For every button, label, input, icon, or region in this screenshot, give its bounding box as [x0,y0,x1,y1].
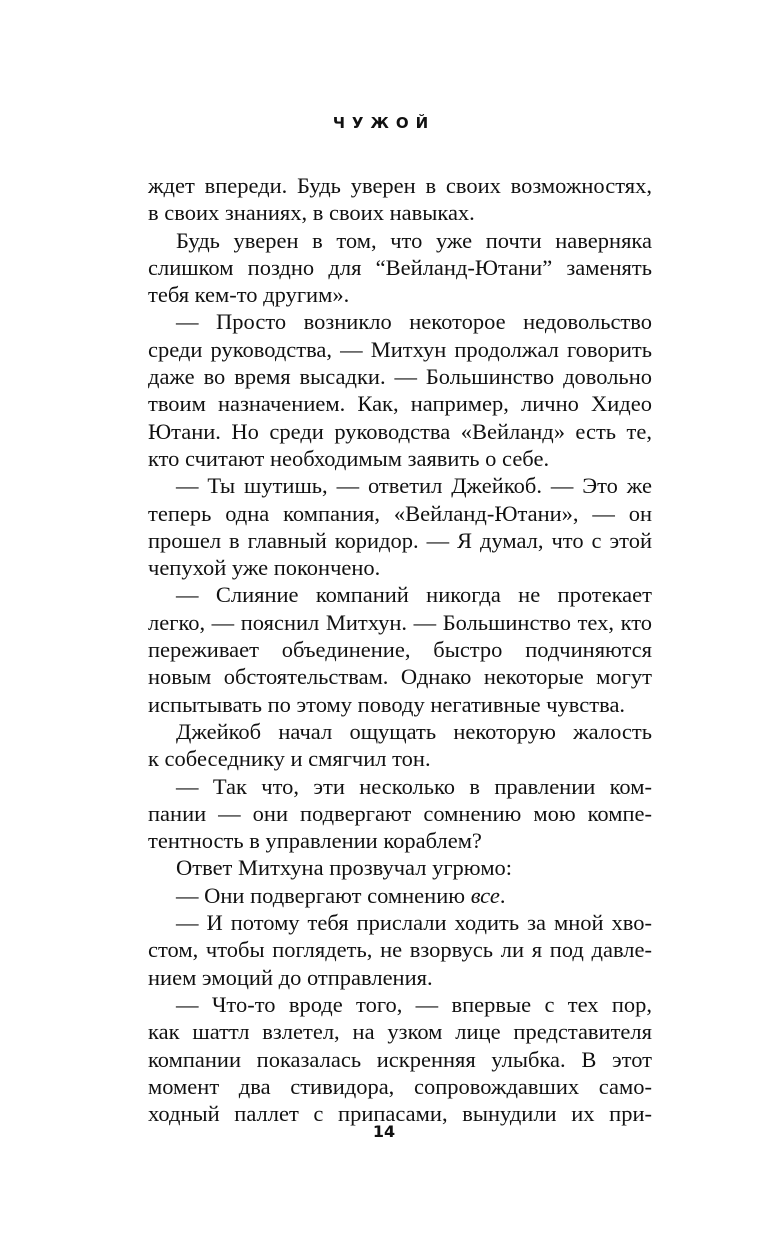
line-text: — И потому тебя прислали ходить за мной хво- [176,910,652,936]
line-text: переживает объединение, быстро подчиняются [148,637,652,663]
line-text: Будь уверен в том, что уже почти наверняка [176,227,652,253]
text-line [148,936,652,963]
text-line [148,199,652,226]
text-line [148,336,652,363]
line-text: ходный паллет с припасами, вынудили их при- [148,1101,652,1127]
text-line [148,991,652,1018]
text-line [148,227,652,254]
text-line [148,390,652,417]
line-text: момент два стивидора, сопровождавших само- [148,1073,652,1099]
text-line [148,800,652,827]
line-text: прошел в главный коридор. — Я думал, что с этой [148,527,652,553]
text-line [148,1046,652,1073]
text-line [148,527,652,554]
line-text: Джейкоб начал ощущать некоторую жалость [176,718,652,744]
text-line [148,281,652,308]
text-line [148,745,652,772]
line-text: ждет впереди. Будь уверен в своих возможностях, [148,173,652,198]
text-line [148,609,652,636]
line-text: пании — они подвергают сомнению мою компе- [148,800,652,826]
text-line [148,854,652,881]
text-line [148,773,652,800]
line-text: даже во время высадки. — Большинство довольно [148,364,652,390]
text-line [148,581,652,608]
text-line [148,172,652,199]
line-text: Ютани. Но среди руководства «Вейланд» есть те, [148,418,652,444]
line-text: компании показалась искренняя улыбка. В этот [148,1046,652,1072]
text-line [148,964,652,991]
line-text-tail: . [499,882,506,908]
line-text: чепухой уже покончено. [148,555,381,581]
line-text: — Так что, эти несколько в правлении ком- [176,773,652,799]
text-line [148,254,652,281]
line-text: — Ты шутишь, — ответил Джейкоб. — Это же [176,473,652,499]
line-text: стом, чтобы поглядеть, не взорвусь ли я под давле- [148,937,652,963]
line-text: нием эмоций до отправления. [148,964,433,990]
text-line [148,500,652,527]
text-line [148,636,652,663]
line-text: как шаттл взлетел, на узком лице представителя [148,1019,652,1045]
text-line [148,472,652,499]
line-text: — Они подвергают сомнению [176,882,471,908]
text-line [148,827,652,854]
text-line [148,882,652,909]
line-text: Ответ Митхуна прозвучал угрюмо: [176,855,513,881]
text-line [148,663,652,690]
line-text: теперь одна компания, «Вейланд-Ютани», — он [148,500,652,526]
emphasis-text: все [470,882,500,908]
line-text: новым обстоятельствам. Однако некоторые могут [148,664,652,690]
running-header: ЧУЖОЙ [332,114,436,132]
line-text: кто считают необходимым заявить о себе. [148,445,550,471]
line-text: — Что-то вроде того, — впервые с тех пор, [176,991,652,1017]
line-text: тентность в управлении кораблем? [148,828,482,854]
line-text: твоим назначением. Как, например, лично Хидео [148,391,652,417]
text-line [148,1018,652,1045]
text-line [148,445,652,472]
line-text: к собеседнику и смягчил тон. [148,746,431,772]
text-line [148,1073,652,1100]
text-line [148,909,652,936]
text-line [148,308,652,335]
line-text: — Просто возникло некоторое недовольство [176,309,652,335]
body-text [148,172,652,1127]
page-number: 14 [372,1122,396,1141]
text-line [148,691,652,718]
text-line [148,418,652,445]
text-line [148,554,652,581]
text-line [148,718,652,745]
line-text: испытывать по этому поводу негативные чувства. [148,691,626,717]
line-text: — Слияние компаний никогда не протекает [176,582,652,608]
line-text: среди руководства, — Митхун продолжал говорить [148,336,652,362]
line-text: легко, — пояснил Митхун. — Большинство тех, кто [148,609,652,635]
text-line [148,363,652,390]
line-text: в своих знаниях, в своих навыках. [148,200,475,226]
line-text: тебя кем-то другим». [148,282,350,308]
line-text: слишком поздно для “Вейланд-Ютани” заменять [148,254,652,280]
